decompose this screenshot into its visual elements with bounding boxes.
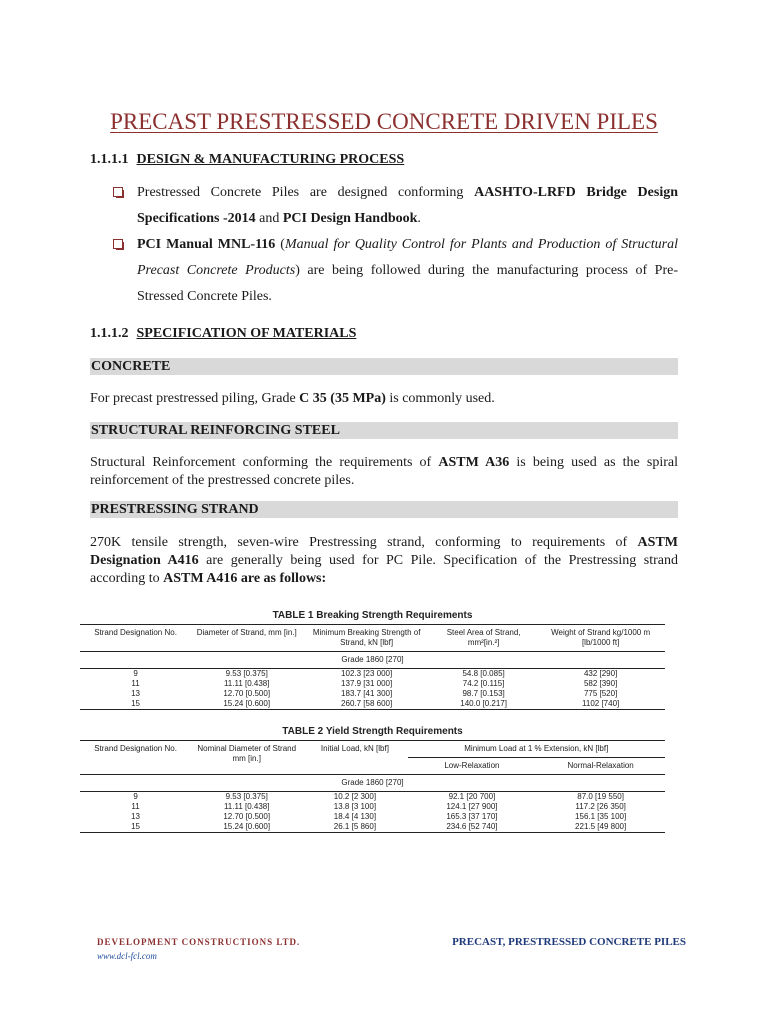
table-cell: 18.4 [4 130] xyxy=(333,812,377,821)
section-title: SPECIFICATION OF MATERIALS xyxy=(136,326,357,341)
table-row xyxy=(80,822,665,833)
section-heading-design xyxy=(90,152,404,168)
grade-label: Grade 1860 [270] xyxy=(80,775,665,792)
checkbox-bullet-icon xyxy=(113,187,123,197)
table-row xyxy=(80,699,665,710)
bullet-item-aashto xyxy=(112,180,678,232)
column-header: Nominal Diameter of Strand mm [in.] xyxy=(191,741,302,775)
table-cell: 156.1 [35 100] xyxy=(575,812,627,821)
column-header: Steel Area of Strand, mm²[in.²] xyxy=(431,625,536,652)
column-header: Initial Load, kN [lbf] xyxy=(302,741,407,775)
bullet-text: and xyxy=(255,211,283,226)
table-cell: 221.5 [49 800] xyxy=(536,822,665,833)
bullet-text: . xyxy=(417,211,421,226)
bullet-text: ) are being followed during the manufacturing process of Pre-Stressed Concrete Piles. xyxy=(137,263,679,304)
table-cell: 260.7 [58 600] xyxy=(302,699,431,710)
table-cell: 98.7 [0.153] xyxy=(462,689,505,698)
section-title: DESIGN & MANUFACTURING PROCESS xyxy=(136,152,405,167)
paragraph-bold: ASTM A36 xyxy=(438,455,510,470)
table-row xyxy=(80,802,665,812)
table-caption: TABLE 1 Breaking Strength Requirements xyxy=(272,610,473,621)
table-cell: 11.11 [0.438] xyxy=(223,679,270,688)
table-cell: 140.0 [0.217] xyxy=(431,699,536,710)
footer-company: DEVELOPMENT CONSTRUCTIONS LTD. xyxy=(97,937,301,947)
table-cell: 13 xyxy=(131,812,141,821)
paragraph-bold: ASTM Designation A416 xyxy=(90,535,678,568)
table-cell: 11 xyxy=(131,802,140,811)
table-row xyxy=(80,689,665,699)
footer-document-title: PRECAST, PRESTRESSED CONCRETE PILES xyxy=(452,936,686,948)
paragraph-text: Structural Reinforcement conforming the requirements of xyxy=(90,455,439,470)
strand-heading: PRESTRESSING STRAND xyxy=(90,501,678,518)
table-cell: 432 [290] xyxy=(583,669,618,678)
table-cell: 13.8 [3 100] xyxy=(333,802,377,811)
paragraph-bold: C 35 (35 MPa) xyxy=(299,391,386,406)
bullet-text: ( xyxy=(275,237,285,252)
table-row xyxy=(80,812,665,822)
table-cell: 15 xyxy=(80,822,191,833)
paragraph-text: are generally being used for PC Pile. Specification of the Prestressing strand according to xyxy=(90,553,678,586)
table-cell: 11.11 [0.438] xyxy=(223,802,270,811)
column-header: Minimum Breaking Strength of Strand, kN [lbf] xyxy=(302,625,431,652)
table-cell: 9.53 [0.375] xyxy=(225,669,268,678)
column-header: Diameter of Strand, mm [in.] xyxy=(191,625,302,652)
table-cell: 582 [390] xyxy=(583,679,618,688)
footer-url-link[interactable]: www.dcl-fcl.com xyxy=(97,951,157,961)
steel-paragraph xyxy=(90,454,678,490)
table-cell: 234.6 [52 740] xyxy=(408,822,537,833)
page-title: PRECAST PRESTRESSED CONCRETE DRIVEN PILES xyxy=(110,109,658,134)
paragraph-text: is being used as the spiral reinforcement of the prestressed concrete piles. xyxy=(90,455,678,488)
column-header: Strand Designation No. xyxy=(80,741,191,775)
table-cell: 15.24 [0.600] xyxy=(191,699,302,710)
table-caption: TABLE 2 Yield Strength Requirements xyxy=(282,726,463,737)
table-cell: 92.1 [20 700] xyxy=(448,792,496,801)
bullet-list xyxy=(112,180,678,310)
table-cell: 15 xyxy=(80,699,191,710)
bullet-item-pci xyxy=(112,232,678,310)
table-yield-strength xyxy=(80,726,665,833)
table-row xyxy=(80,792,665,803)
paragraph-text: 270K tensile strength, seven-wire Prestressing strand, conforming to requirements of xyxy=(90,535,638,550)
column-header: Strand Designation No. xyxy=(80,625,191,652)
paragraph-text: For precast prestressed piling, Grade xyxy=(90,391,300,406)
concrete-paragraph xyxy=(90,390,678,408)
bullet-bold: PCI Manual MNL-116 xyxy=(137,237,276,252)
concrete-heading: CONCRETE xyxy=(90,358,678,375)
table-cell: 124.1 [27 900] xyxy=(446,802,498,811)
column-header: Low-Relaxation xyxy=(408,758,537,775)
table-cell: 137.9 [31 000] xyxy=(341,679,393,688)
bullet-bold: AASHTO-LRFD Bridge Design Specifications -2014 xyxy=(137,185,678,226)
table-cell: 54.8 [0.085] xyxy=(462,669,505,678)
table-cell: 1102 [740] xyxy=(536,699,665,710)
table-row xyxy=(80,679,665,689)
bullet-bold: PCI Design Handbook xyxy=(282,211,418,226)
steel-heading: STRUCTURAL REINFORCING STEEL xyxy=(90,422,678,439)
bullet-text: Prestressed Concrete Piles are designed conforming xyxy=(137,185,475,200)
table-cell: 183.7 [41 300] xyxy=(341,689,393,698)
table-cell: 74.2 [0.115] xyxy=(462,679,505,688)
bullet-italic: Manual for Quality Control for Plants and Production of Structural Precast Concrete Products xyxy=(137,237,678,278)
table-cell: 102.3 [23 000] xyxy=(341,669,393,678)
checkbox-bullet-icon xyxy=(113,239,123,249)
table-breaking-strength xyxy=(80,610,665,710)
table-cell: 15.24 [0.600] xyxy=(191,822,302,833)
grade-label: Grade 1860 [270] xyxy=(80,652,665,669)
table-cell: 165.3 [37 170] xyxy=(446,812,498,821)
table-cell: 87.0 [19 550] xyxy=(577,792,624,801)
table-cell: 12.70 [0.500] xyxy=(223,812,271,821)
section-number: 1.1.1.1 xyxy=(90,152,129,167)
table-cell: 13 xyxy=(131,689,141,698)
table-cell: 9.53 [0.375] xyxy=(225,792,268,801)
table-row xyxy=(80,669,665,680)
column-header: Normal-Relaxation xyxy=(536,758,665,775)
breaking-strength-table xyxy=(80,624,665,710)
table-cell: 11 xyxy=(131,679,140,688)
table-cell: 117.2 [26 350] xyxy=(575,802,626,811)
table-cell: 9 xyxy=(133,669,138,678)
paragraph-text: is commonly used. xyxy=(385,391,495,406)
table-cell: 775 [520] xyxy=(583,689,618,698)
table-cell: 12.70 [0.500] xyxy=(223,689,271,698)
section-number: 1.1.1.2 xyxy=(90,326,129,341)
paragraph-bold: ASTM A416 are as follows: xyxy=(163,571,327,586)
table-cell: 9 xyxy=(133,792,138,801)
column-header: Minimum Load at 1 % Extension, kN [lbf] xyxy=(408,741,665,758)
table-cell: 10.2 [2 300] xyxy=(333,792,377,801)
table-cell: 26.1 [5 860] xyxy=(302,822,407,833)
section-heading-materials xyxy=(90,326,356,342)
column-header: Weight of Strand kg/1000 m [lb/1000 ft] xyxy=(536,625,665,652)
yield-strength-table xyxy=(80,740,665,833)
strand-paragraph xyxy=(90,534,678,588)
